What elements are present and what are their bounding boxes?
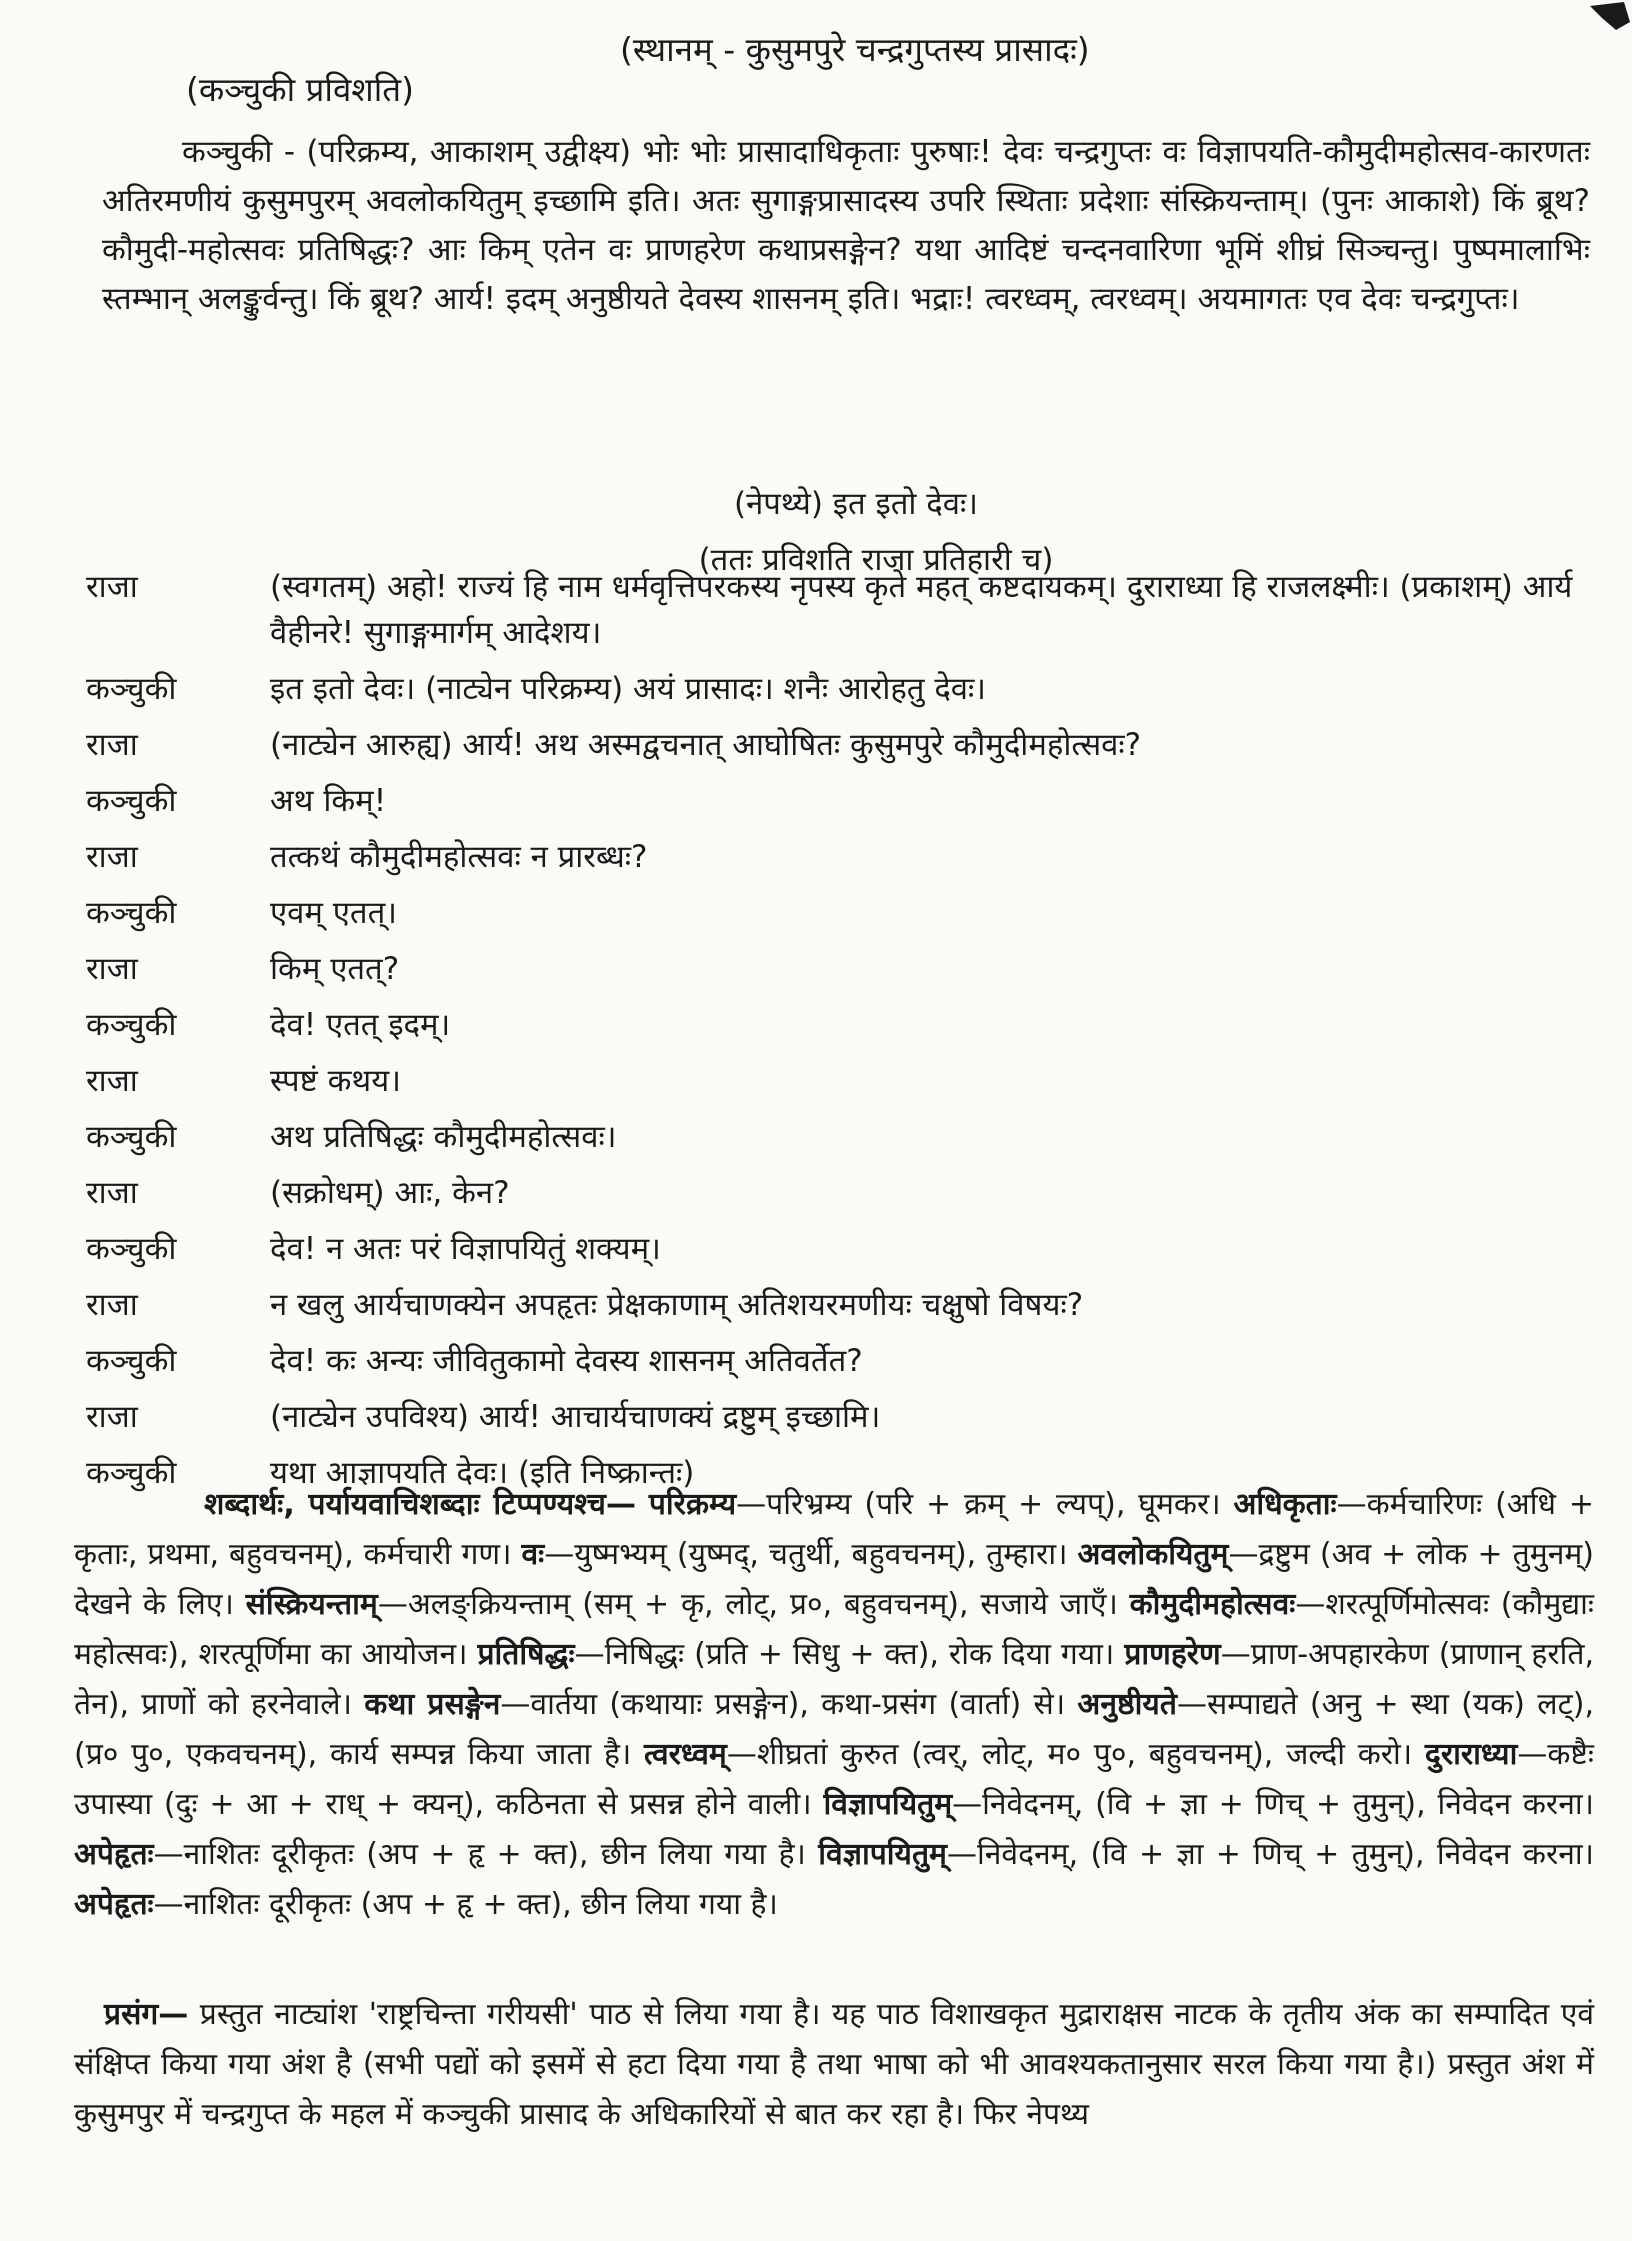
speaker-name: राजा [86,839,138,875]
dialogue-text: (नाट्येन आरुह्य) आर्य! अथ अस्मद्वचनात् आघोषितः कुसुमपुरे कौमुदीमहोत्सवः? [270,727,1142,763]
note-term: वः [521,1537,545,1572]
note-gloss: —शरत्पूर्णिमोत्सवः (कौमुद्याः महोत्सवः), शरत्पूर्णिमा का आयोजन। [74,1587,1594,1672]
scene-heading: (स्थानम् - कुसुमपुरे चन्द्रगुप्तस्य प्रासादः) [620,30,1090,69]
dialogue-row [86,666,1606,712]
note-term: त्वरध्वम् [644,1737,727,1772]
speaker-name: राजा [86,951,138,987]
dialogue-row [86,1002,1606,1048]
note-gloss: —वार्तया (कथायाः प्रसङ्गेन), कथा-प्रसंग (वार्ता) से। [500,1687,1078,1722]
note-gloss: —निवेदनम्, (वि + ज्ञा + णिच् + तुमुन्), निवेदन करना। [946,1837,1595,1872]
note-term: विज्ञापयितुम् [818,1837,947,1872]
nepathya-line: (नेपथ्ये) इत इतो देवः। [733,486,979,522]
context-text: प्रस्तुत नाट्यांश 'राष्ट्रचिन्ता गरीयसी' पाठ से लिया गया है। यह पाठ विशाखकृत मुद्राराक्षस नाटक के तृतीय अंक का सम्पादित एवं संक्षिप्त किया गया अंश है (सभी पद्यों को इसमें से हटा दिया गया है तथा भाषा को भी आवश्यकतानुसार सरल किया गया है।) प्रस्तुत अंश में कुसुमपुर में चन्द्रगुप्त के महल में कञ्चुकी प्रासाद के अधिकारियों से बात कर रहा है। फिर नेपथ्य [74,1997,1594,2132]
note-gloss: —निषिद्धः (प्रति + सिधु + क्त), रोक दिया गया। [574,1637,1125,1672]
notes-heading: शब्दार्थः, पर्यायवाचिशब्दाः टिप्पण्यश्च— [204,1487,636,1522]
dialogue-text: एवम् एतत्। [270,895,398,931]
dialogue-row [86,564,1606,656]
word-meanings-notes [74,1480,1594,1930]
note-gloss: —द्रष्टुम (अव + लोक + तुमुनम्) देखने के लिए। [74,1537,1594,1622]
note-gloss: —शीघ्रतां कुरुत (त्वर्, लोट्, म० पु०, बहुवचनम्), जल्दी करो। [726,1737,1425,1772]
stage-direction-entry: (कञ्चुकी प्रविशति) [186,70,414,109]
speaker-name: कञ्चुकी [86,1455,177,1491]
speaker-name: कञ्चुकी [86,671,177,707]
dialogue-row [86,1114,1606,1160]
dialogue-row [86,1226,1606,1272]
page-corner-mark-icon [1572,0,1632,40]
dialogue-row [86,1338,1606,1384]
speaker-name: कञ्चुकी [86,1119,177,1155]
note-gloss: —कष्टैः उपास्या (दुः + आ + राध् + क्यन्), कठिनता से प्रसन्न होने वाली। [74,1737,1594,1822]
dialogue-text: देव! न अतः परं विज्ञापयितुं शक्यम्। [270,1231,661,1267]
speaker-name: राजा [86,1063,138,1099]
context-paragraph [74,1990,1594,2140]
dialogue-list [86,564,1606,1496]
speaker-name: कञ्चुकी [86,1231,177,1267]
note-term: परिक्रम्य [648,1487,737,1522]
dialogue-text: न खलु आर्यचाणक्येन अपहृतः प्रेक्षकाणाम् अतिशयरमणीयः चक्षुषो विषयः? [270,1287,1084,1323]
note-term: अधिकृताः [1233,1487,1337,1522]
context-heading: प्रसंग— [104,1997,189,2032]
note-term: कथा प्रसङ्गेन [364,1687,501,1722]
dialogue-text: इत इतो देवः। (नाट्येन परिक्रम्य) अयं प्रासादः। शनैः आरोहतु देवः। [270,671,987,707]
dialogue-row [86,834,1606,880]
dialogue-text: (सक्रोधम्) आः, केन? [270,1175,510,1211]
dialogue-text: यथा आज्ञापयति देवः। (इति निष्क्रान्तः) [270,1455,695,1491]
note-term: अपेहृतः [74,1887,154,1922]
note-gloss: —निवेदनम्, (वि + ज्ञा + णिच् + तुमुन्), निवेदन करना। [952,1787,1594,1822]
speaker-name: राजा [86,1399,138,1435]
note-term: विज्ञापयितुम् [823,1787,953,1822]
note-gloss: —परिभ्रम्य (परि + क्रम् + ल्यप्), घूमकर। [736,1487,1234,1522]
opening-paragraph: कञ्चुकी - (परिक्रम्य, आकाशम् उद्वीक्ष्य) भोः भोः प्रासादाधिकृताः पुरुषाः! देवः चन्द्रगुप्तः वः विज्ञापयति-कौमुदीमहोत्सव-कारणतः अतिरमणीयं कुसुमपुरम् अवलोकयितुम् इच्छामि इति। अतः सुगाङ्गप्रासादस्य उपरि स्थिताः प्रदेशाः संस्क्रियन्ताम्। (पुनः आकाशे) किं ब्रूथ? कौमुदी-महोत्सवः प्रतिषिद्धः? आः किम् एतेन वः प्राणहरेण कथाप्रसङ्गेन? यथा आदिष्टं चन्दनवारिणा भूमिं शीघ्रं सिञ्चन्तु। पुष्पमालाभिः स्तम्भान् अलङ्कुर्वन्तु। किं ब्रूथ? आर्य! इदम् अनुष्ठीयते देवस्य शासनम् इति। भद्राः! त्वरध्वम्, त्वरध्वम्। अयमागतः एव देवः चन्द्रगुप्तः। [102,134,1590,317]
enter-stage-direction: (ततः प्रविशति राजा प्रतिहारी च) [698,542,1054,578]
dialogue-row [86,722,1606,768]
note-gloss: —सम्पाद्यते (अनु + स्था (यक) लट्), (प्र० पु०, एकवचनम्), कार्य सम्पन्न किया जाता है। [74,1687,1594,1772]
note-term: अनुष्ठीयते [1077,1687,1177,1722]
dialogue-text: अथ किम्! [270,783,387,819]
dialogue-row [86,946,1606,992]
dialogue-text: (स्वगतम्) अहो! राज्यं हि नाम धर्मवृत्तिपरकस्य नृपस्य कृते महत् कष्टदायकम्। दुराराध्या हि राजलक्ष्मीः। (प्रकाशम्) आर्य वैहीनरे! सुगाङ्गमार्गम् आदेशय। [270,569,1573,651]
dialogue-row [86,1282,1606,1328]
note-term: अपेहृतः [74,1837,154,1872]
speaker-name: राजा [86,1175,138,1211]
dialogue-text: किम् एतत्? [270,951,400,987]
speaker-name: कञ्चुकी [86,1007,177,1043]
dialogue-text: तत्कथं कौमुदीमहोत्सवः न प्रारब्धः? [270,839,648,875]
dialogue-row [86,890,1606,936]
dialogue-text: (नाट्येन उपविश्य) आर्य! आचार्यचाणक्यं द्रष्टुम् इच्छामि। [270,1399,881,1435]
note-gloss: —अलङ्क्रियन्ताम् (सम् + कृ, लोट्, प्र०, बहुवचनम्), सजाये जाएँ। [377,1587,1130,1622]
dialogue-text: देव! एतत् इदम्। [270,1007,451,1043]
note-gloss: —युष्मभ्यम् (युष्मद्, चतुर्थी, बहुवचनम्), तुम्हारा। [544,1537,1078,1572]
note-gloss: —नाशितः दूरीकृतः (अप + हृ + क्त), छीन लिया गया है। [153,1887,778,1922]
note-term: प्राणहरेण [1124,1637,1221,1672]
dialogue-row [86,778,1606,824]
note-gloss: —नाशितः दूरीकृतः (अप + हृ + क्त), छीन लिया गया है। [153,1837,819,1872]
note-term: कौमुदीमहोत्सवः [1129,1587,1296,1622]
note-term: दुराराध्या [1424,1737,1518,1772]
note-term: संस्क्रियन्ताम् [245,1587,378,1622]
note-gloss: —प्राण-अपहारकेण (प्राणान् हरति, तेन), प्राणों को हरनेवाले। [74,1637,1595,1722]
speaker-name: राजा [86,727,138,763]
speaker-name: राजा [86,1287,138,1323]
note-term: प्रतिषिद्धः [477,1637,575,1672]
note-gloss: —कर्मचारिणः (अधि + कृताः, प्रथमा, बहुवचनम्), कर्मचारी गण। [74,1487,1594,1572]
note-term: अवलोकयितुम् [1077,1537,1229,1572]
dialogue-row [86,1394,1606,1440]
dialogue-text: स्पष्टं कथय। [270,1063,401,1099]
dialogue-text: अथ प्रतिषिद्धः कौमुदीमहोत्सवः। [270,1119,617,1155]
dialogue-text: देव! कः अन्यः जीवितुकामो देवस्य शासनम् अतिवर्तेत? [270,1343,863,1379]
dialogue-row [86,1170,1606,1216]
dialogue-row [86,1058,1606,1104]
speaker-name: राजा [86,569,138,605]
speaker-name: कञ्चुकी [86,895,177,931]
speaker-name: कञ्चुकी [86,1343,177,1379]
speaker-name: कञ्चुकी [86,783,177,819]
